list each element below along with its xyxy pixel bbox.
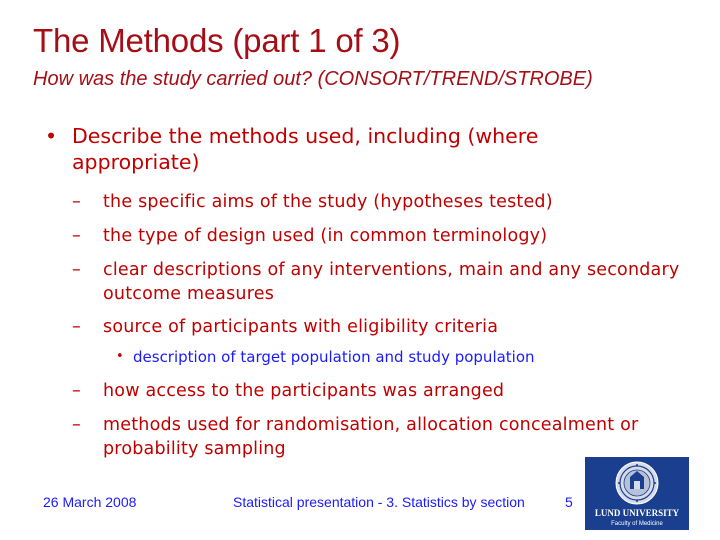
main-bullet-text: Describe the methods used, including (where appropriate) xyxy=(72,124,539,174)
slide-subtitle: How was the study carried out? (CONSORT/TREND/STROBE) xyxy=(33,68,593,90)
dash-marker: – xyxy=(72,192,81,212)
logo-name: LUND UNIVERSITY xyxy=(594,508,680,518)
dash-marker: – xyxy=(72,260,81,280)
sub-sub-item-text: description of target population and study population xyxy=(133,348,535,366)
dash-marker: – xyxy=(72,226,81,246)
dash-marker: – xyxy=(72,317,81,337)
bullet-dot: • xyxy=(116,349,124,364)
university-logo xyxy=(585,457,689,530)
sub-item xyxy=(72,258,688,306)
sub-item-text: source of participants with eligibility criteria xyxy=(103,317,499,337)
bullet-dot: • xyxy=(45,124,58,148)
sub-item-text: methods used for randomisation, allocation concealment or probability sampling xyxy=(103,415,639,459)
sub-item xyxy=(72,379,688,403)
sub-item xyxy=(72,190,688,214)
sub-item xyxy=(72,224,688,248)
sub-item-text: the specific aims of the study (hypotheses tested) xyxy=(103,192,553,212)
dash-marker: – xyxy=(72,415,81,435)
sub-item-text: clear descriptions of any interventions, main and any secondary outcome measures xyxy=(103,260,680,304)
sub-item xyxy=(72,413,688,461)
university-seal-icon xyxy=(585,457,689,530)
sub-sub-item xyxy=(116,347,653,367)
sub-item xyxy=(72,315,688,339)
sub-item-text: the type of design used (in common terminology) xyxy=(103,226,548,246)
dash-marker: – xyxy=(72,381,81,401)
logo-faculty: Faculty of Medicine xyxy=(611,521,663,527)
footer-title: Statistical presentation - 3. Statistics by section xyxy=(233,494,525,510)
page-number: 5 xyxy=(565,494,573,510)
slide-title: The Methods (part 1 of 3) xyxy=(33,22,401,59)
footer-date: 26 March 2008 xyxy=(43,494,137,510)
main-bullet xyxy=(45,123,662,175)
sub-item-text: how access to the participants was arranged xyxy=(103,381,505,401)
